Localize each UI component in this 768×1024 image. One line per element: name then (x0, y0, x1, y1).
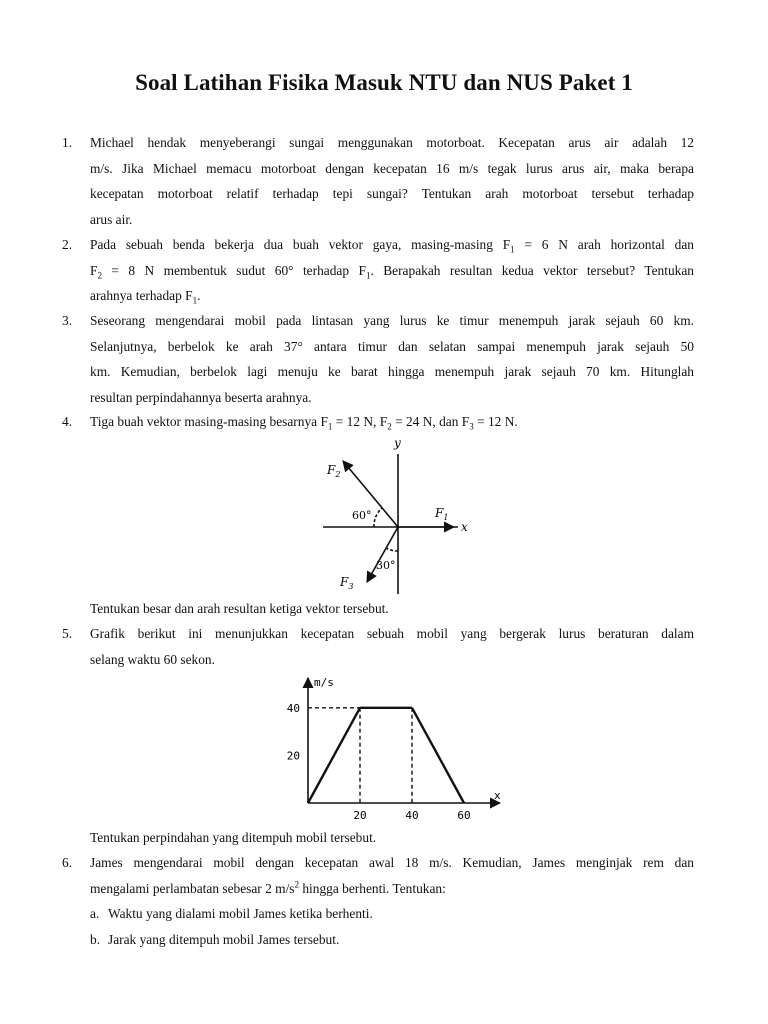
question-line: Michael hendak menyeberangi sungai menggunakan motorboat. Kecepatan arus air adalah 12 (90, 135, 694, 150)
question-line: Seseorang mengendarai mobil pada lintasan yang lurus ke timur menempuh jarak sejauh 60 km. (90, 313, 694, 328)
text-run: . (197, 288, 201, 303)
f3-subscript: 3 (348, 582, 354, 591)
f2-label (326, 463, 340, 479)
f1-subscript: 1 (443, 513, 449, 522)
question-number: 1. (62, 135, 73, 150)
subscript: 1 (327, 421, 333, 432)
text-run: mengalami perlambatan sebesar 2 m/s (90, 880, 295, 896)
question-4 (62, 409, 694, 435)
angle-60-label: 60° (352, 509, 372, 522)
velocity-segment (308, 708, 360, 803)
question-line: selang waktu 60 sekon. (90, 651, 215, 667)
f1-label (434, 506, 448, 522)
f3-label (339, 575, 353, 591)
sub-question-label: a. (90, 906, 100, 921)
question-number: 3. (62, 313, 73, 328)
f3-letter: F (340, 575, 349, 589)
subscript: 2 (97, 270, 102, 281)
question-line (90, 409, 694, 435)
x-tick-label: 20 (353, 809, 367, 822)
question-line: Selanjutnya, berbelok ke arah 37° antara timur dan selatan sampai menempuh jarak sejauh 50 (90, 338, 694, 354)
page-title: Soal Latihan Fisika Masuk NTU dan NUS Paket 1 (135, 70, 633, 95)
text-run: = 12 N. (473, 414, 518, 429)
question-4-followup: Tentukan besar dan arah resultan ketiga vektor tersebut. (90, 601, 389, 616)
question-number: 5. (62, 626, 73, 641)
question-line (90, 283, 694, 309)
question-5-followup: Tentukan perpindahan yang ditempuh mobil tersebut. (90, 830, 377, 845)
angle-arc-60 (374, 508, 382, 527)
axis-x-label: x (461, 520, 468, 534)
sub-question-text: Waktu yang dialami mobil James ketika berhenti. (108, 906, 373, 921)
subscript: 1 (510, 244, 515, 255)
y-tick-label: 20 (286, 749, 300, 763)
angle-30-label: 30° (376, 559, 396, 572)
question-number: 6. (62, 855, 73, 870)
text-run: Pada sebuah benda bekerja dua buah vektor gaya, masing-masing F (90, 237, 511, 252)
question-line: m/s. Jika Michael memacu motorboat dengan kecepatan 16 m/s tegak lurus arus air, maka berapa (90, 160, 694, 176)
x-tick-label: 40 (405, 809, 419, 822)
text-run: F (90, 262, 98, 278)
text-run: = 24 N, dan F (391, 414, 470, 429)
question-line: km. Kemudian, berbelok lagi menuju ke barat hingga menempuh jarak sejauh 70 km. Hitunglah (90, 364, 694, 379)
question-3 (62, 308, 694, 410)
sub-question-label: b. (90, 931, 101, 947)
text-run: arahnya terhadap F (90, 288, 193, 303)
velocity-time-chart (278, 672, 508, 824)
text-run: = 12 N, F (332, 414, 388, 429)
question-1 (62, 130, 694, 232)
question-number: 2. (62, 237, 73, 252)
question-line: kecepatan motorboat relatif terhadap tepi sungai? Tentukan arah motorboat tersebut terhadap (90, 186, 694, 201)
question-line (90, 258, 694, 284)
text-run: Tiga buah vektor masing-masing besarnya F (90, 414, 328, 429)
subscript: 1 (365, 270, 371, 281)
text-run: . Berapakah resultan kedua vektor tersebut? Tentukan (370, 262, 694, 278)
vector-diagram (310, 434, 485, 596)
question-line (90, 876, 694, 902)
f3-vector (367, 527, 398, 582)
chart-y-label: m/s (314, 676, 334, 689)
f2-letter: F (327, 463, 336, 477)
sub-question-a (90, 901, 694, 927)
y-tick-label: 40 (286, 701, 300, 715)
superscript: 2 (294, 879, 300, 890)
subscript: 3 (469, 421, 474, 432)
subscript: 2 (387, 421, 392, 432)
angle-arc-30 (386, 548, 398, 551)
text-run: = 6 N arah horizontal dan (514, 237, 694, 252)
question-2 (62, 232, 694, 309)
sub-question-text: Jarak yang ditempuh mobil James tersebut. (108, 931, 340, 947)
sub-question-b (90, 927, 694, 953)
question-line (90, 232, 694, 258)
question-5 (62, 621, 694, 672)
question-line: arus air. (90, 211, 133, 227)
x-tick-label: 60 (457, 809, 471, 822)
question-line: Grafik berikut ini menunjukkan kecepatan sebuah mobil yang bergerak lurus beraturan dalam (90, 626, 694, 641)
velocity-segment (412, 708, 464, 803)
chart-x-label: x (494, 789, 501, 802)
f2-subscript: 2 (335, 470, 341, 479)
subscript: 1 (192, 295, 198, 306)
question-number: 4. (62, 414, 73, 429)
text-run: hingga berhenti. Tentukan: (299, 880, 446, 896)
text-run: = 8 N membentuk sudut 60° terhadap F (101, 262, 366, 278)
axis-y-label: y (394, 436, 401, 450)
f1-letter: F (435, 506, 444, 520)
question-line: resultan perpindahannya beserta arahnya. (90, 389, 312, 405)
question-line: James mengendarai mobil dengan kecepatan awal 18 m/s. Kemudian, James menginjak rem dan (90, 855, 694, 870)
question-6 (62, 850, 694, 952)
